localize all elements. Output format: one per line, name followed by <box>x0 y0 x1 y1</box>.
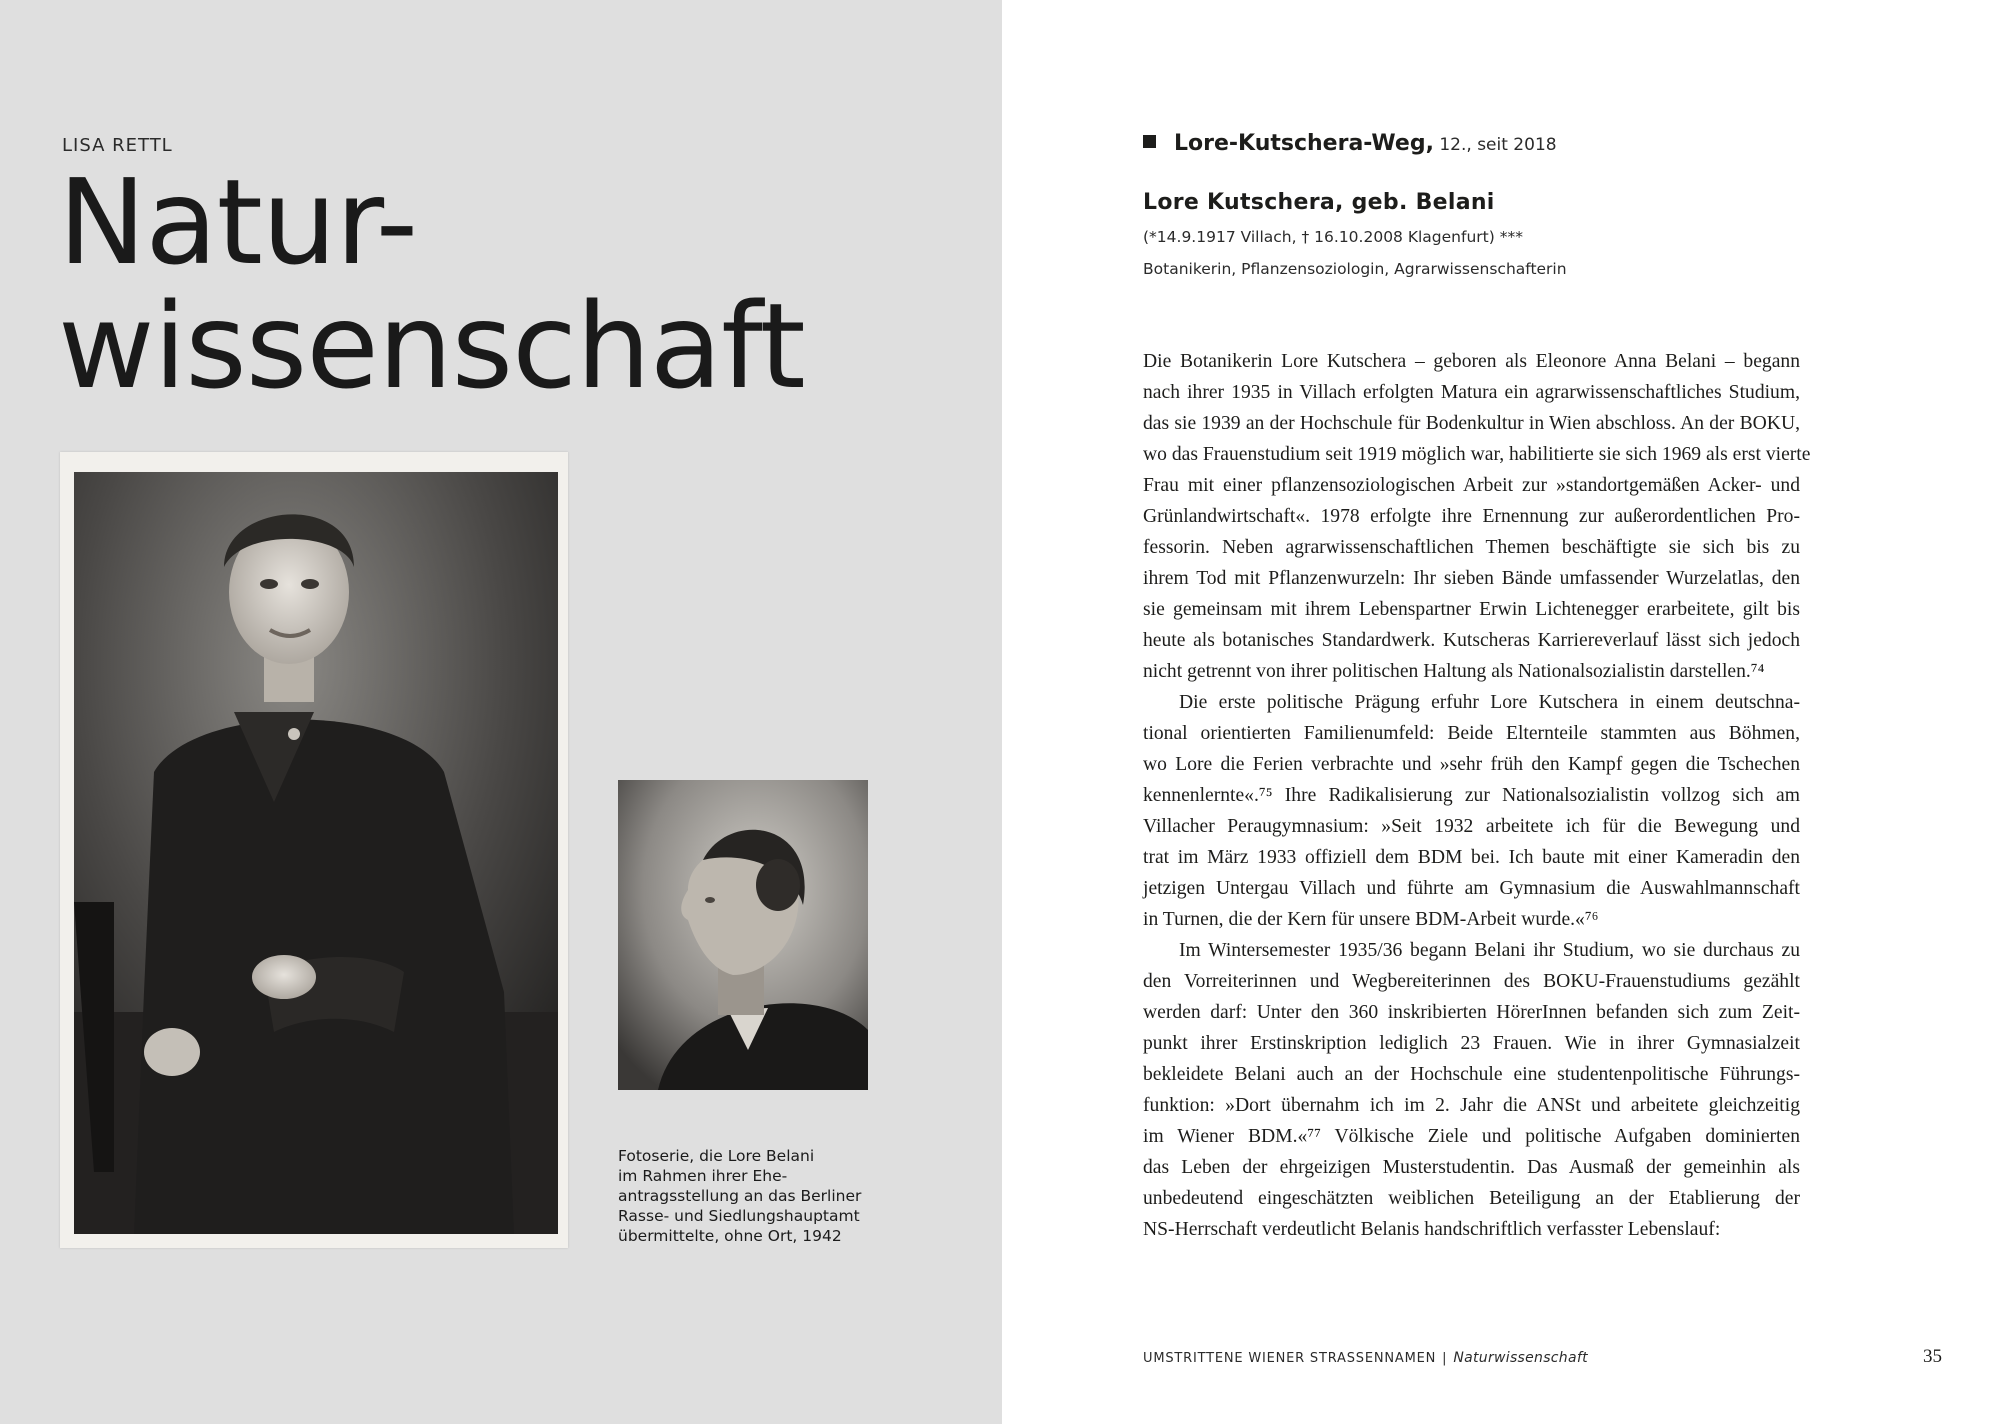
street-meta: 12., seit 2018 <box>1433 135 1557 155</box>
footer-section: UMSTRITTENE WIENER STRASSENNAMEN <box>1143 1351 1437 1366</box>
author-name: LISA RETTL <box>62 135 173 156</box>
right-page <box>1002 0 2000 1424</box>
paragraph <box>1143 935 1800 1245</box>
street-heading <box>1143 131 1557 156</box>
text-line: jetzigen Untergau Villach und führte am Gymnasium die Auswahlmannschaft <box>1143 878 1800 899</box>
page-number: 35 <box>1923 1346 1942 1367</box>
photo-caption <box>618 1146 878 1246</box>
text-line: tional orientierten Familienumfeld: Beide Elternteile stammten aus Böhmen, <box>1143 723 1800 744</box>
text-line: Im Wintersemester 1935/36 begann Belani ihr Studium, wo sie durchaus zu <box>1179 940 1800 961</box>
text-line: fessorin. Neben agrarwissenschaftlichen Themen beschäftigte sie sich bis zu <box>1143 537 1800 558</box>
life-dates: (*14.9.1917 Villach, † 16.10.2008 Klagenfurt) *** <box>1143 228 1523 246</box>
street-name: Lore-Kutschera-Weg, <box>1174 131 1434 156</box>
text-line: heute als botanisches Standardwerk. Kutscheras Karriereverlauf lässt sich jedoch <box>1143 630 1800 651</box>
text-line: in Turnen, die der Kern für unsere BDM-Arbeit wurde.«⁷⁶ <box>1143 909 1599 930</box>
square-bullet-icon <box>1143 135 1156 148</box>
caption-line: im Rahmen ihrer Ehe- <box>618 1167 788 1185</box>
text-line: das Leben der ehrgeizigen Musterstudentin. Das Ausmaß der gemeinhin als <box>1143 1157 1800 1178</box>
text-line: ihrem Tod mit Pflanzenwurzeln: Ihr sieben Bände umfassender Wurzelatlas, den <box>1143 568 1800 589</box>
caption-line: antragsstellung an das Berliner <box>618 1187 862 1205</box>
text-line: nach ihrer 1935 in Villach erfolgten Matura ein agrarwissenschaftliches Studium, <box>1143 382 1800 403</box>
text-line: das sie 1939 an der Hochschule für Bodenkultur in Wien abschloss. An der BOKU, <box>1143 413 1800 434</box>
paragraph <box>1143 687 1800 935</box>
text-line: wo Lore die Ferien verbrachte und »sehr früh den Kampf gegen die Tschechen <box>1143 754 1800 775</box>
text-line: NS-Herrschaft verdeutlicht Belanis handschriftlich verfasster Lebenslauf: <box>1143 1219 1721 1240</box>
text-line: trat im März 1933 offiziell dem BDM bei. Ich baute mit einer Kameradin den <box>1143 847 1800 868</box>
portrait-photo <box>74 472 558 1234</box>
profession: Botanikerin, Pflanzensoziologin, Agrarwissenschafterin <box>1143 260 1567 278</box>
text-line: Die erste politische Prägung erfuhr Lore Kutschera in einem deutschna- <box>1179 692 1800 713</box>
text-line: kennenlernte«.⁷⁵ Ihre Radikalisierung zur Nationalsozialistin vollzog sich am <box>1143 785 1800 806</box>
text-line: sie gemeinsam mit ihrem Lebenspartner Erwin Lichtenegger erarbeitete, gilt bis <box>1143 599 1800 620</box>
body-text <box>1143 346 1811 1245</box>
caption-line: Rasse- und Siedlungshauptamt <box>618 1207 860 1225</box>
profile-photo-frame <box>618 780 868 1090</box>
text-line: Grünlandwirtschaft«. 1978 erfolgte ihre Ernennung zur außerordentlichen Pro- <box>1143 506 1800 527</box>
text-line: wo das Frauenstudium seit 1919 möglich war, habilitierte sie sich 1969 als erst vierte <box>1143 444 1811 465</box>
text-line: funktion: »Dort übernahm ich im 2. Jahr die ANSt und arbeitete gleichzeitig <box>1143 1095 1800 1116</box>
text-line: werden darf: Unter den 360 inskribierten HörerInnen befanden sich zum Zeit- <box>1143 1002 1800 1023</box>
text-line: unbedeutend eingeschätzten weiblichen Beteiligung an der Etablierung der <box>1143 1188 1800 1209</box>
caption-line: Fotoserie, die Lore Belani <box>618 1147 815 1165</box>
text-line: bekleidete Belani auch an der Hochschule eine studentenpolitische Führungs- <box>1143 1064 1800 1085</box>
text-line: nicht getrennt von ihrer politischen Haltung als Nationalsozialistin darstellen.⁷⁴ <box>1143 661 1765 682</box>
paragraph <box>1143 346 1811 687</box>
chapter-title-line-1: Natur- <box>58 153 418 291</box>
profile-photo <box>618 780 868 1090</box>
text-line: den Vorreiterinnen und Wegbereiterinnen des BOKU-Frauenstudiums gezählt <box>1143 971 1800 992</box>
chapter-title-line-2: wissenschaft <box>58 277 805 415</box>
text-line: im Wiener BDM.«⁷⁷ Völkische Ziele und politische Aufgaben dominierten <box>1143 1126 1800 1147</box>
text-line: Die Botanikerin Lore Kutschera – geboren als Eleonore Anna Belani – begann <box>1143 351 1800 372</box>
footer-separator: | <box>1442 1351 1448 1366</box>
text-line: Villacher Peraugymnasium: »Seit 1932 arbeitete ich für die Bewegung und <box>1143 816 1800 837</box>
chapter-title <box>58 153 805 415</box>
portrait-photo-frame <box>60 452 568 1248</box>
footer-chapter: Naturwissenschaft <box>1453 1350 1588 1366</box>
text-line: Frau mit einer pflanzensoziologischen Arbeit zur »standortgemäßen Acker- und <box>1143 475 1800 496</box>
caption-line: übermittelte, ohne Ort, 1942 <box>618 1227 842 1245</box>
running-footer <box>1143 1350 1588 1366</box>
person-name: Lore Kutschera, geb. Belani <box>1143 190 1495 215</box>
text-line: punkt ihrer Erstinskription lediglich 23 Frauen. Wie in ihrer Gymnasialzeit <box>1143 1033 1800 1054</box>
